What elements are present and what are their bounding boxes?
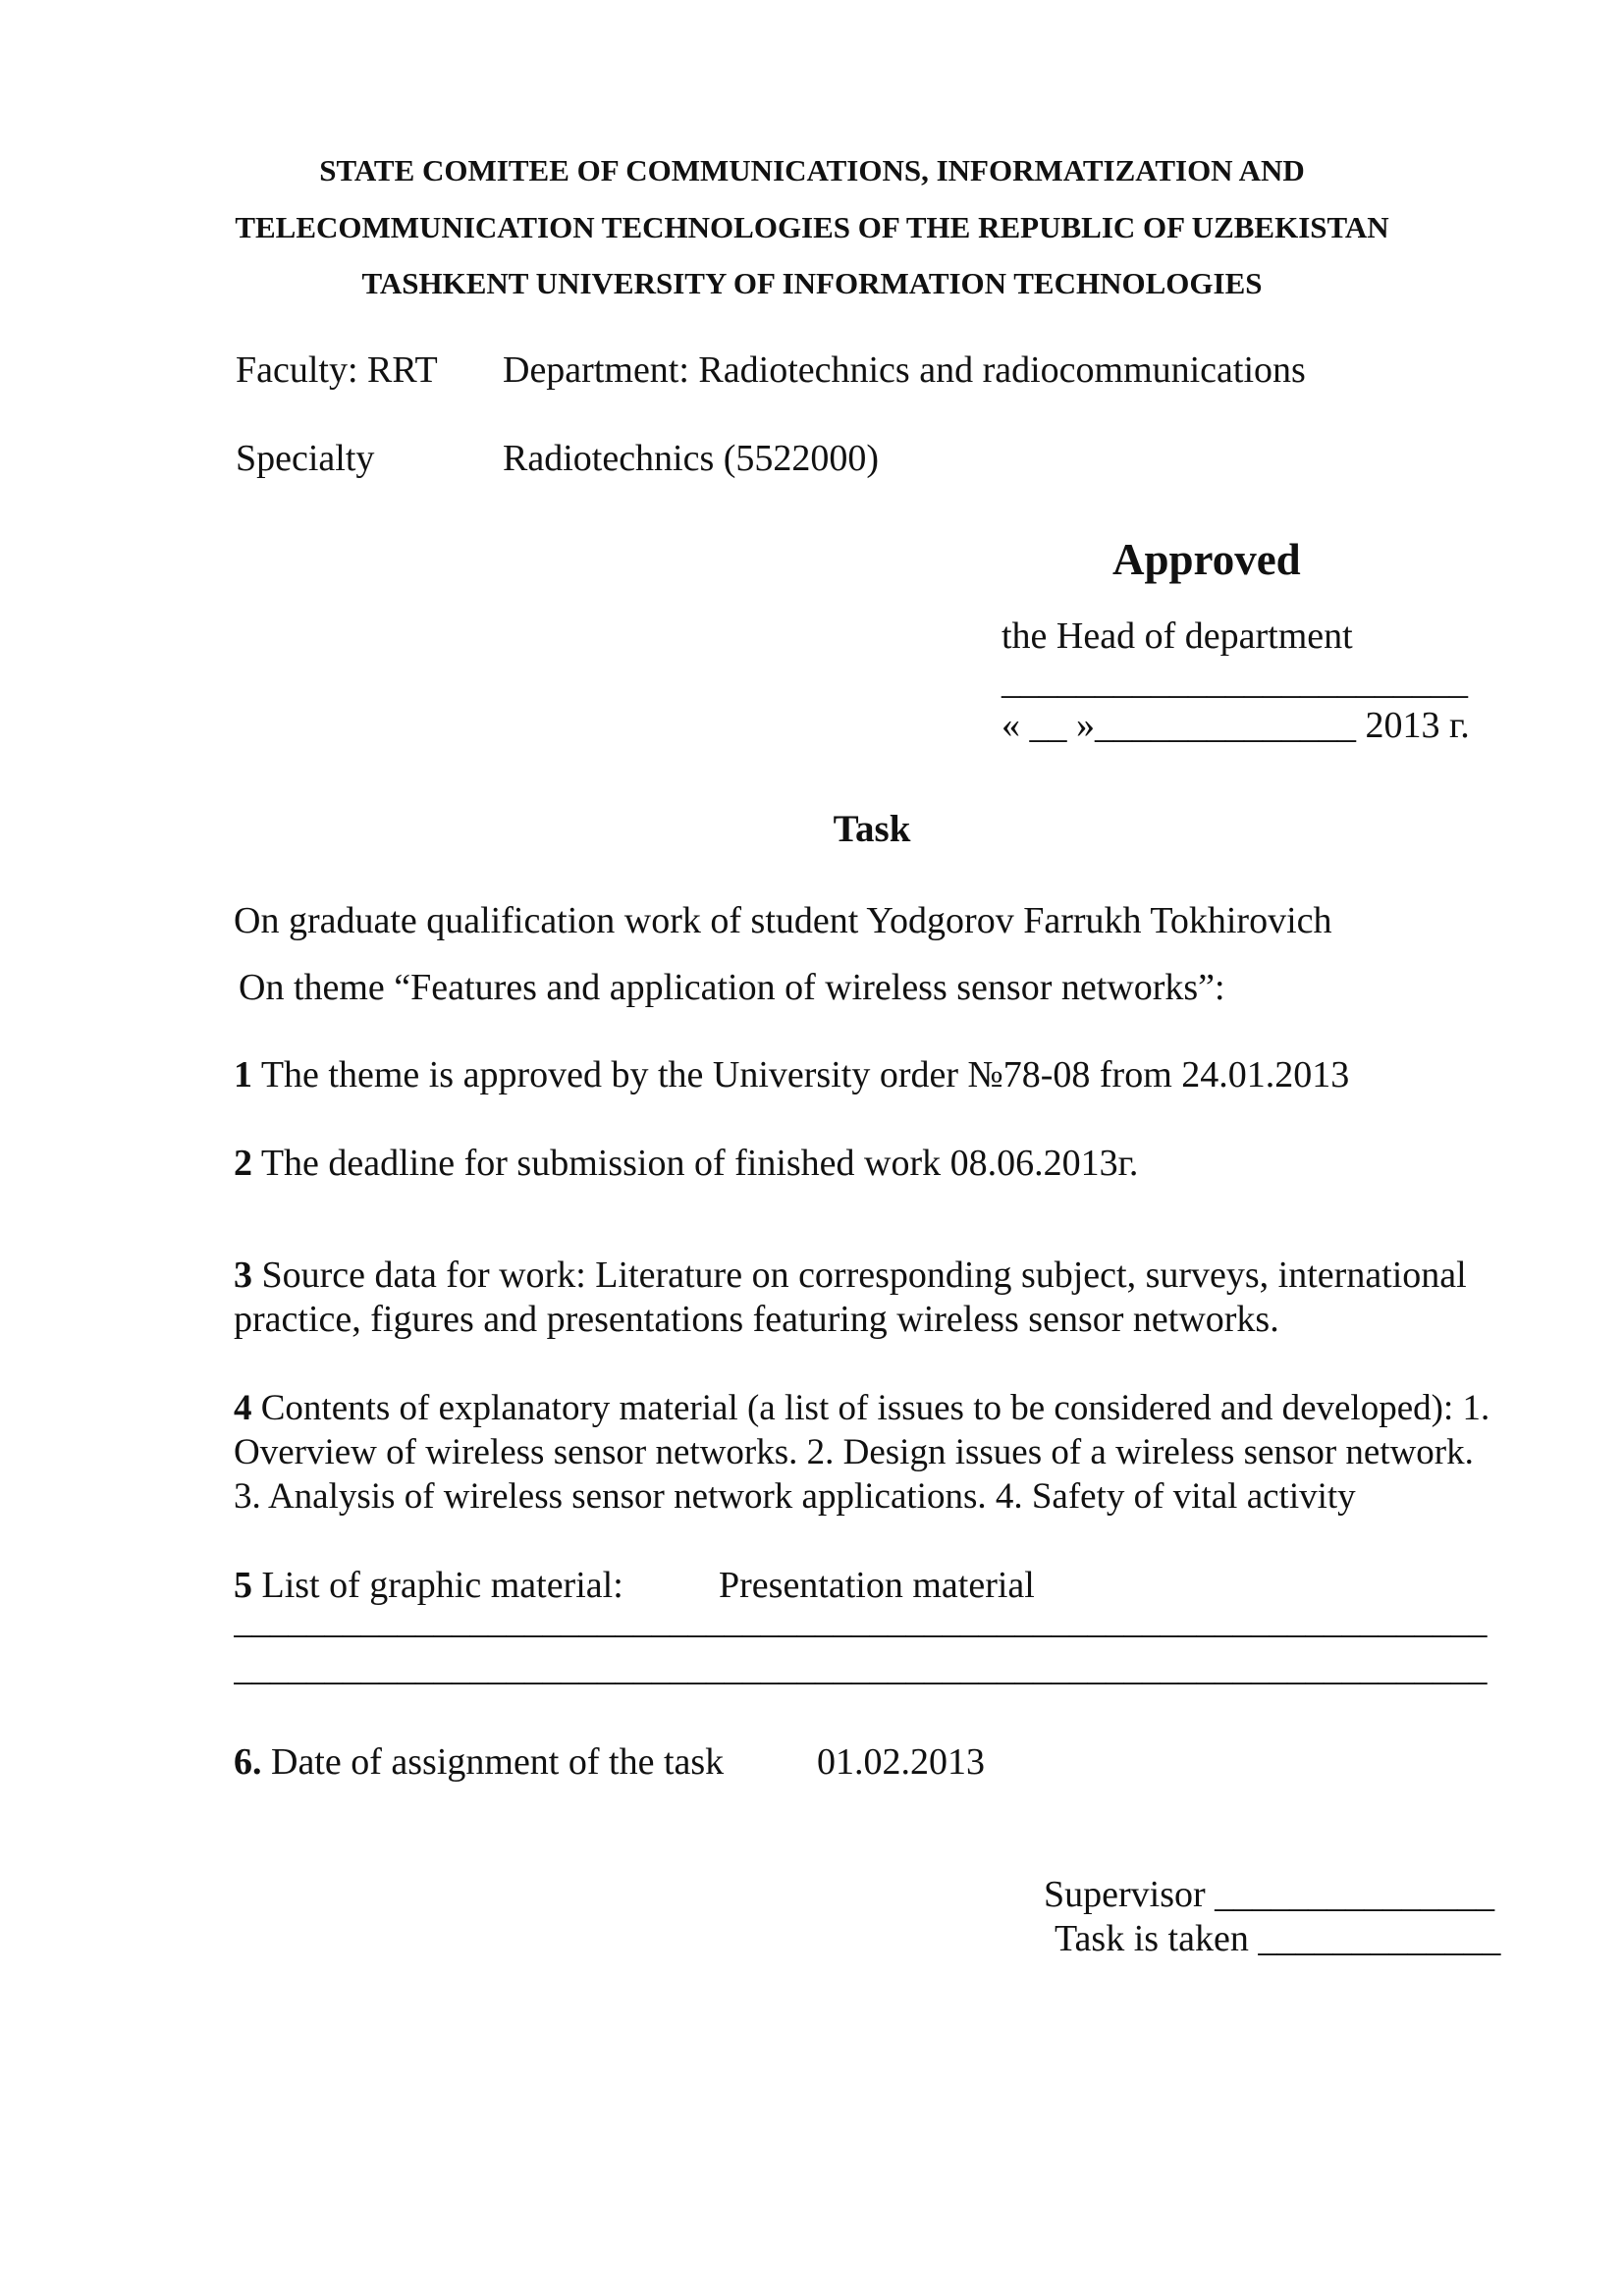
item-number: 3 [234, 1255, 252, 1296]
item-text: Date of assignment of the task [261, 1741, 725, 1783]
approver-signature-line: _________________________ [1001, 661, 1468, 702]
approver-role: the Head of department [1001, 615, 1353, 657]
item-number: 1 [234, 1054, 252, 1095]
task-item-2 [234, 1142, 1138, 1185]
task-item-4 [234, 1387, 1489, 1429]
item-text: List of graphic material: [252, 1565, 623, 1606]
graphic-material-value: Presentation material [719, 1565, 1035, 1606]
ministry-heading-line-2: TELECOMMUNICATION TECHNOLOGIES OF THE REPUBLIC OF UZBEKISTAN [235, 210, 1389, 244]
blank-line-2: _____________________________________________________________________ [234, 1648, 1488, 1688]
task-item-3-continuation: practice, figures and presentations featuring wireless sensor networks. [234, 1299, 1279, 1340]
task-item-4-continuation-1: Overview of wireless sensor networks. 2. Design issues of a wireless sensor network. [234, 1432, 1474, 1472]
faculty-field: Faculty: RRT [236, 349, 438, 391]
specialty-value: Radiotechnics (5522000) [503, 438, 880, 479]
specialty-label: Specialty [236, 438, 375, 479]
item-number: 5 [234, 1565, 252, 1606]
supervisor-signature-line: Supervisor _______________ [1044, 1874, 1495, 1915]
task-item-4-continuation-2: 3. Analysis of wireless sensor network applications. 4. Safety of vital activity [234, 1476, 1356, 1517]
item-number: 4 [234, 1388, 252, 1428]
task-item-1 [234, 1053, 1349, 1096]
approval-date-line: « __ »______________ 2013 г. [1001, 705, 1470, 746]
task-item-3 [234, 1254, 1467, 1297]
assignment-date-value: 01.02.2013 [817, 1741, 985, 1783]
task-title: Task [833, 808, 911, 850]
ministry-heading-line-1: STATE COMITEE OF COMMUNICATIONS, INFORMATIZATION AND [319, 153, 1305, 187]
item-text: The deadline for submission of finished work 08.06.2013г. [252, 1143, 1139, 1184]
student-line: On graduate qualification work of student Yodgorov Farrukh Tokhirovich [234, 900, 1332, 941]
item-number: 6. [234, 1741, 262, 1783]
item-text: Contents of explanatory material (a list of issues to be considered and developed): 1. [251, 1388, 1490, 1428]
task-taken-signature-line: Task is taken _____________ [1055, 1918, 1501, 1959]
department-field: Department: Radiotechnics and radiocommunications [503, 349, 1306, 391]
item-text: Source data for work: Literature on corresponding subject, surveys, international [252, 1255, 1467, 1296]
theme-line: On theme “Features and application of wireless sensor networks”: [239, 967, 1225, 1008]
item-text: The theme is approved by the University order №78-08 from 24.01.2013 [252, 1054, 1350, 1095]
approved-title: Approved [1112, 535, 1301, 584]
university-heading: TASHKENT UNIVERSITY OF INFORMATION TECHNOLOGIES [361, 266, 1263, 300]
blank-line-1: _____________________________________________________________________ [234, 1601, 1488, 1641]
task-item-6 [234, 1740, 724, 1784]
item-number: 2 [234, 1143, 252, 1184]
